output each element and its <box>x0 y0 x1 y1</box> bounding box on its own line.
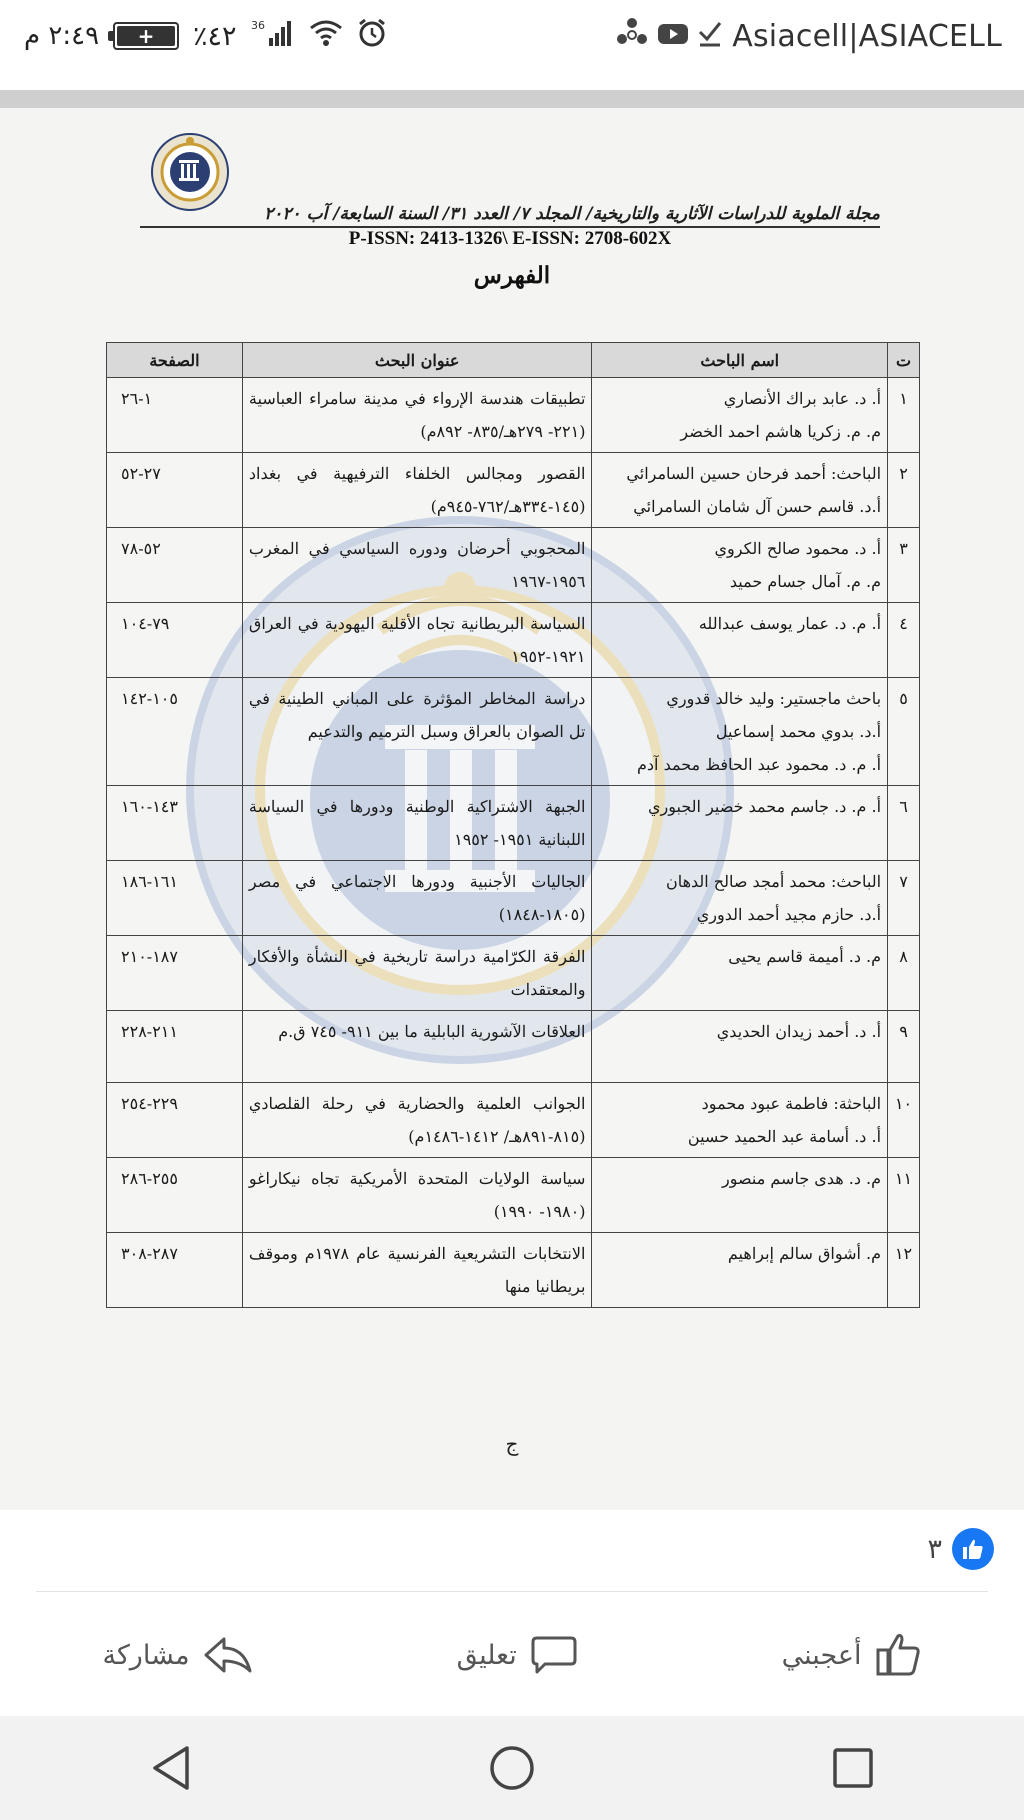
status-bar <box>0 0 1024 72</box>
wifi-icon <box>309 19 343 54</box>
row-pages: ٢٧-٥٢ <box>107 453 243 528</box>
row-authors <box>592 678 888 786</box>
row-pages: ١٤٣-١٦٠ <box>107 786 243 861</box>
journal-logo <box>150 132 230 212</box>
row-title: دراسة المخاطر المؤثرة على المباني الطينية في تل الصوان بالعراق وسبل الترميم والتدعيم <box>242 678 592 786</box>
row-number: ٩ <box>888 1011 920 1083</box>
table-row <box>107 453 920 528</box>
author-name: أ.د. قاسم حسن آل شامان السامرائي <box>633 497 882 516</box>
row-title: الجبهة الاشتراكية الوطنية ودورها في السياسة اللبنانية ١٩٥١- ١٩٥٢ <box>242 786 592 861</box>
author-name: أ.د. حازم مجيد أحمد الدوري <box>696 905 882 924</box>
col-header-title: عنوان البحث <box>242 343 592 378</box>
share-icon <box>204 1635 252 1675</box>
table-row <box>107 786 920 861</box>
status-right-group <box>616 17 1002 56</box>
back-triangle-icon <box>149 1744 193 1792</box>
row-number: ٤ <box>888 603 920 678</box>
row-title: المحجوبي أحرضان ودوره السياسي في المغرب ١٩٥٦-١٩٦٧ <box>242 528 592 603</box>
row-pages: ٢٨٧-٣٠٨ <box>107 1233 243 1308</box>
table-row <box>107 1158 920 1233</box>
back-button[interactable] <box>131 1728 211 1808</box>
row-authors <box>592 1158 888 1233</box>
author-name: م. أشواق سالم إبراهيم <box>727 1244 882 1263</box>
table-row <box>107 678 920 786</box>
status-left-group <box>24 18 387 55</box>
row-authors <box>592 936 888 1011</box>
author-name: الباحث: محمد أمجد صالح الدهان <box>665 872 882 891</box>
post-action-bar <box>0 1600 1024 1710</box>
row-pages: ٢١١-٢٢٨ <box>107 1011 243 1083</box>
home-button[interactable] <box>472 1728 552 1808</box>
row-authors <box>592 1233 888 1308</box>
index-title: الفهرس <box>473 262 551 289</box>
row-title: تطبيقات هندسة الإرواء في مدينة سامراء العباسية (٢٢١- ٢٧٩هـ/٨٣٥- ٨٩٢م) <box>242 378 592 453</box>
divider <box>36 1591 988 1592</box>
table-row <box>107 936 920 1011</box>
share-label: مشاركة <box>102 1639 190 1671</box>
author-name: م. م. آمال جسام حميد <box>729 572 882 591</box>
row-number: ٦ <box>888 786 920 861</box>
comment-button[interactable] <box>457 1634 577 1676</box>
row-number: ٨ <box>888 936 920 1011</box>
author-name: أ. م. د. محمود عبد الحافظ محمد آدم <box>637 755 882 774</box>
row-authors <box>592 378 888 453</box>
row-number: ٣ <box>888 528 920 603</box>
table-row <box>107 528 920 603</box>
like-count[interactable]: ٣ <box>927 1533 942 1565</box>
toc-header-row <box>107 343 920 378</box>
like-label: أعجبني <box>781 1639 862 1671</box>
recents-button[interactable] <box>813 1728 893 1808</box>
page-edge-shadow <box>0 90 1024 108</box>
row-number: ١٠ <box>888 1083 920 1158</box>
table-row <box>107 603 920 678</box>
author-name: أ. م. د. عمار يوسف عبدالله <box>698 614 882 633</box>
row-title: سياسة الولايات المتحدة الأمريكية تجاه نيكاراغو (١٩٨٠- ١٩٩٠) <box>242 1158 592 1233</box>
author-name: أ. د. أحمد زيدان الحديدي <box>716 1022 882 1041</box>
row-authors <box>592 1083 888 1158</box>
document-photo[interactable] <box>0 90 1024 1510</box>
row-authors <box>592 528 888 603</box>
row-number: ٧ <box>888 861 920 936</box>
table-row <box>107 1233 920 1308</box>
row-number: ١١ <box>888 1158 920 1233</box>
author-name: أ.د. بدوي محمد إسماعيل <box>715 722 882 741</box>
author-name: الباحث: أحمد فرحان حسين السامرائي <box>626 464 882 483</box>
share-button[interactable] <box>102 1635 251 1675</box>
row-title: القصور ومجالس الخلفاء الترفيهية في بغداد (١٤٥-٣٣٤هـ/٧٦٢-٩٤٥م) <box>242 453 592 528</box>
row-pages: ٢٢٩-٢٥٤ <box>107 1083 243 1158</box>
row-pages: ١-٢٦ <box>107 378 243 453</box>
author-name: م. د. هدى جاسم منصور <box>722 1169 882 1188</box>
author-name: الباحثة: فاطمة عبود محمود <box>701 1094 882 1113</box>
author-name: أ. د. أسامة عبد الحميد حسين <box>687 1127 882 1146</box>
thumbs-up-icon <box>876 1632 922 1678</box>
row-authors <box>592 861 888 936</box>
signal-icon <box>251 18 295 55</box>
comment-icon <box>531 1634 577 1676</box>
row-pages: ١٠٥-١٤٢ <box>107 678 243 786</box>
row-title: السياسة البريطانية تجاه الأقلية اليهودية في العراق ١٩٢١-١٩٥٢ <box>242 603 592 678</box>
table-row <box>107 861 920 936</box>
author-name: م. د. أميمة قاسم يحيى <box>728 947 882 966</box>
row-number: ٢ <box>888 453 920 528</box>
row-authors <box>592 453 888 528</box>
row-pages: ٧٩-١٠٤ <box>107 603 243 678</box>
navigation-bar <box>0 1716 1024 1820</box>
row-title: الجوانب العلمية والحضارية في رحلة القلصادي (٨١٥-٨٩١هـ/ ١٤١٢-١٤٨٦م) <box>242 1083 592 1158</box>
row-authors <box>592 1011 888 1083</box>
table-row <box>107 378 920 453</box>
download-icon <box>698 19 722 54</box>
col-header-authors: اسم الباحث <box>592 343 888 378</box>
page-letter: ج <box>505 1432 519 1456</box>
battery-icon: + <box>113 22 179 50</box>
battery-percent: ٪٤٢ <box>193 20 237 52</box>
recents-square-icon <box>831 1746 875 1790</box>
row-number: ٥ <box>888 678 920 786</box>
row-pages: ٢٥٥-٢٨٦ <box>107 1158 243 1233</box>
row-number: ١ <box>888 378 920 453</box>
youtube-icon <box>658 19 688 53</box>
row-title: الانتخابات التشريعية الفرنسية عام ١٩٧٨م وموقف بريطانيا منها <box>242 1233 592 1308</box>
author-name: أ. م. د. جاسم محمد خضير الجبوري <box>648 797 882 816</box>
messenger-icon <box>616 17 648 56</box>
toc-table <box>106 342 920 1308</box>
author-name: م. م. زكريا هاشم احمد الخضر <box>680 422 882 441</box>
row-title: العلاقات الآشورية البابلية ما بين ٩١١- ٧٤٥ ق.م <box>242 1011 592 1083</box>
carrier-name: Asiacell|ASIACELL <box>732 18 1002 54</box>
row-authors <box>592 786 888 861</box>
author-name: باحث ماجستير: وليد خالد قدوري <box>666 689 882 708</box>
table-row <box>107 1011 920 1083</box>
row-pages: ٥٢-٧٨ <box>107 528 243 603</box>
table-row <box>107 1083 920 1158</box>
journal-header: مجلة الملوية للدراسات الآثارية والتاريخية/ المجلد ٧/ العدد ٣١/ السنة السابعة/ آب ٢٠٢٠ <box>140 204 880 228</box>
alarm-icon <box>357 18 387 55</box>
row-pages: ١٨٧-٢١٠ <box>107 936 243 1011</box>
reactions-summary[interactable] <box>927 1528 994 1570</box>
author-name: أ. د. عابد براك الأنصاري <box>723 389 882 408</box>
author-name: أ. د. محمود صالح الكروي <box>714 539 882 558</box>
clock: ٢:٤٩ م <box>24 21 100 51</box>
col-header-pages: الصفحة <box>107 343 243 378</box>
like-reaction-icon <box>952 1528 994 1570</box>
row-authors <box>592 603 888 678</box>
home-circle-icon <box>488 1744 536 1792</box>
row-number: ١٢ <box>888 1233 920 1308</box>
comment-label: تعليق <box>456 1639 517 1671</box>
col-header-num: ت <box>888 343 920 378</box>
row-title: الجاليات الأجنبية ودورها الاجتماعي في مصر (١٨٠٥-١٨٤٨) <box>242 861 592 936</box>
like-button[interactable] <box>782 1632 922 1678</box>
svg-text:36: 36 <box>250 18 265 32</box>
row-pages: ١٦١-١٨٦ <box>107 861 243 936</box>
row-title: الفرقة الكرّامية دراسة تاريخية في النشأة والأفكار والمعتقدات <box>242 936 592 1011</box>
issn-line: P-ISSN: 2413-1326\ E-ISSN: 2708-602X <box>348 228 672 249</box>
